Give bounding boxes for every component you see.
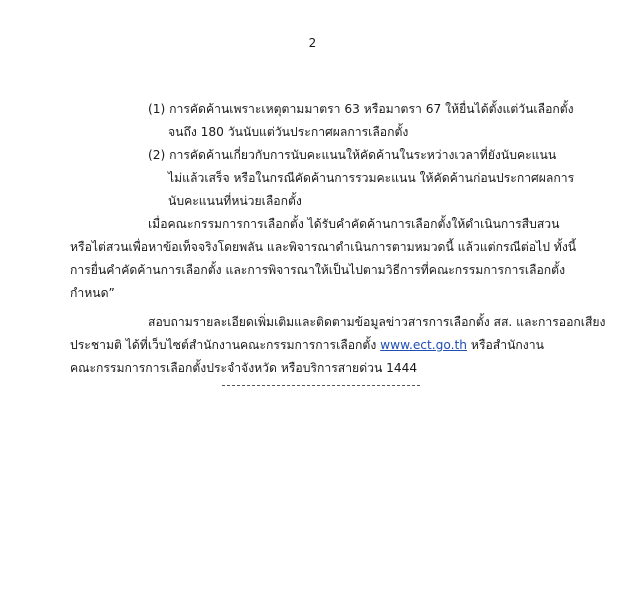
para2-line2 — [70, 337, 544, 353]
para2-line2-tail: หรือสำนักงาน — [467, 338, 544, 352]
para2-line2-text: ประชามติ ได้ที่เว็บไซต์สำนักงานคณะกรรมการการเลือกตั้ง — [70, 338, 381, 352]
item2-line2: ไม่แล้วเสร็จ หรือในกรณีคัดค้านการรวมคะแนน ให้คัดค้านก่อนประกาศผลการ — [168, 171, 575, 185]
ect-website-link[interactable]: www.ect.go.th — [380, 338, 468, 352]
para1-line4: กำหนด” — [70, 286, 115, 300]
para1-line3: การยื่นคำคัดค้านการเลือกตั้ง และการพิจารณาให้เป็นไปตามวิธีการที่คณะกรรมการการเลือกตั้ง — [70, 263, 566, 277]
para1-line2: หรือไต่สวนเพื่อหาข้อเท็จจริงโดยพลัน และพิจารณาดำเนินการตามหมวดนี้ แล้วแต่กรณีต่อไป ทั้งนี้ — [70, 240, 577, 254]
item1-line2: จนถึง 180 วันนับแต่วันประกาศผลการเลือกตั้ง — [168, 125, 409, 139]
item1-line1: (1) การคัดค้านเพราะเหตุตามมาตรา 63 หรือมาตรา 67 ให้ยื่นได้ตั้งแต่วันเลือกตั้ง — [148, 102, 574, 116]
item2-line3: นับคะแนนที่หน่วยเลือกตั้ง — [168, 194, 302, 208]
para2-line1: สอบถามรายละเอียดเพิ่มเติมและติดตามข้อมูลข่าวสารการเลือกตั้ง สส. และการออกเสียง — [148, 315, 606, 329]
para1-line1: เมื่อคณะกรรมการการเลือกตั้ง ได้รับคำคัดค้านการเลือกตั้งให้ดำเนินการสืบสวน — [148, 217, 560, 231]
page-number: 2 — [308, 36, 317, 50]
item2-line1: (2) การคัดค้านเกี่ยวกับการนับคะแนนให้คัดค้านในระหว่างเวลาที่ยังนับคะแนน — [148, 148, 557, 162]
end-separator — [222, 385, 420, 386]
para2-line3: คณะกรรมการการเลือกตั้งประจำจังหวัด หรือบริการสายด่วน 1444 — [70, 361, 418, 375]
